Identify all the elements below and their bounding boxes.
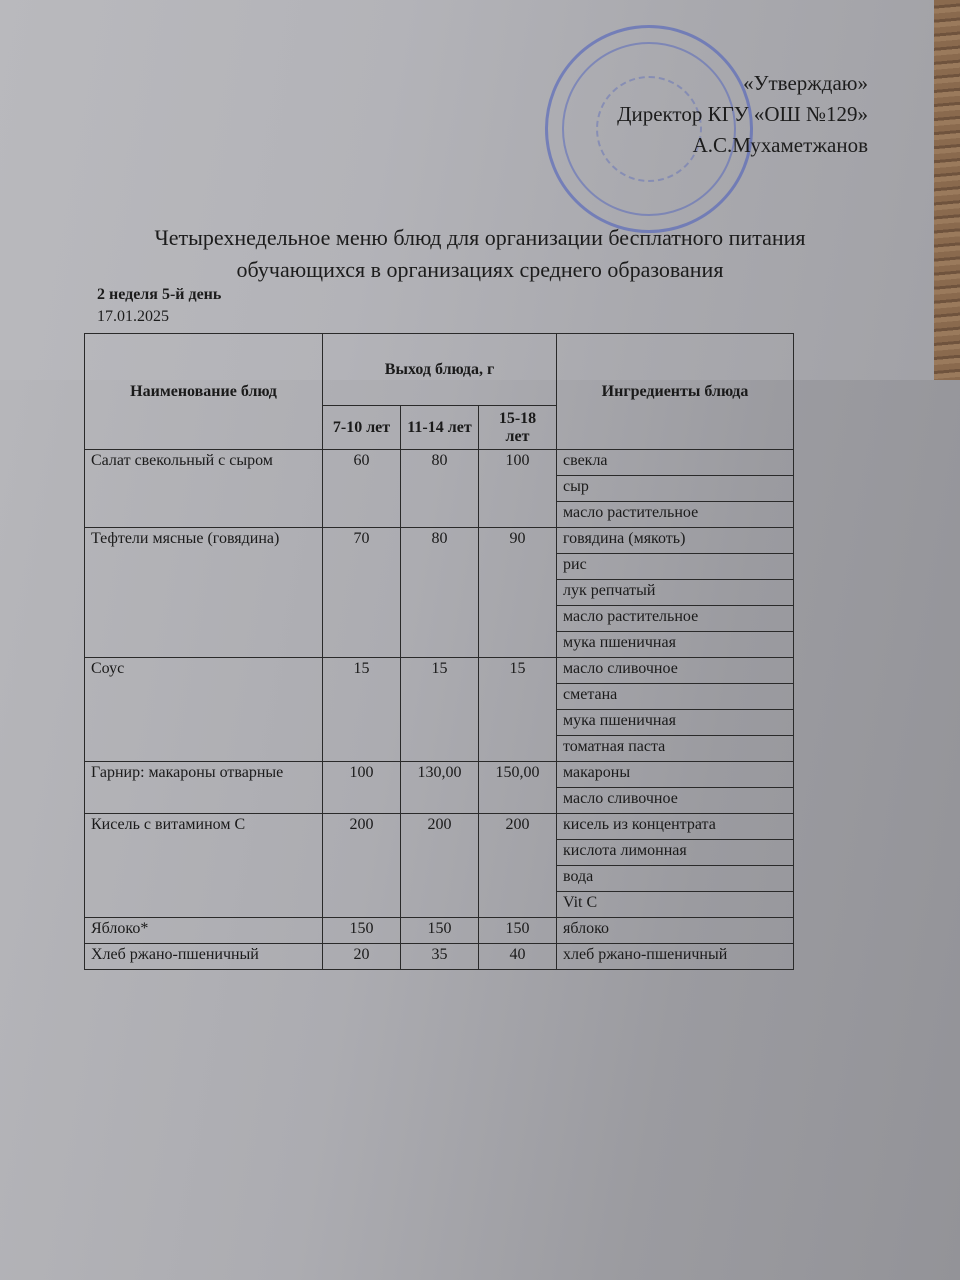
dish-name: Яблоко* [85,918,323,944]
header-dish-name: Наименование блюд [85,334,323,450]
yield-11-14: 15 [401,658,479,762]
yield-15-18: 150,00 [479,762,557,814]
dish-name: Соус [85,658,323,762]
yield-11-14: 130,00 [401,762,479,814]
table-row [85,762,794,788]
yield-15-18: 40 [479,944,557,970]
dish-name: Гарнир: макароны отварные [85,762,323,814]
table-row [85,450,794,476]
table-row [85,918,794,944]
table-row [85,944,794,970]
menu-date: 17.01.2025 [97,308,169,325]
approval-heading: «Утверждаю» [743,71,868,95]
yield-7-10: 200 [323,814,401,918]
approval-signatory: А.С.Мухаметжанов [692,133,868,157]
yield-11-14: 150 [401,918,479,944]
document-title [80,222,880,286]
header-age-15-18: 15-18 лет [479,406,557,450]
title-line-1: Четырехнедельное меню блюд для организации бесплатного питания [154,225,806,250]
yield-15-18: 200 [479,814,557,918]
yield-7-10: 100 [323,762,401,814]
ingredient: томатная паста [557,736,794,762]
ingredient: говядина (мякоть) [557,528,794,554]
yield-11-14: 35 [401,944,479,970]
ingredient: мука пшеничная [557,710,794,736]
yield-15-18: 150 [479,918,557,944]
table-row [85,658,794,684]
header-age-11-14: 11-14 лет [401,406,479,450]
dish-name: Салат свекольный с сыром [85,450,323,528]
ingredient: хлеб ржано-пшеничный [557,944,794,970]
title-line-2: обучающихся в организациях среднего образования [236,257,724,282]
ingredient: масло сливочное [557,658,794,684]
yield-11-14: 80 [401,450,479,528]
week-day-label: 2 неделя 5-й день [97,286,222,303]
ingredient: кисель из концентрата [557,814,794,840]
header-yield: Выход блюда, г [323,334,557,406]
yield-7-10: 20 [323,944,401,970]
table-row [85,814,794,840]
ingredient: свекла [557,450,794,476]
ingredient: рис [557,554,794,580]
ingredient: сыр [557,476,794,502]
ingredient: масло растительное [557,606,794,632]
ingredient: лук репчатый [557,580,794,606]
dish-name: Тефтели мясные (говядина) [85,528,323,658]
ingredient: макароны [557,762,794,788]
ingredient: яблоко [557,918,794,944]
ingredient: масло сливочное [557,788,794,814]
dish-name: Хлеб ржано-пшеничный [85,944,323,970]
menu-table [84,333,794,970]
yield-7-10: 60 [323,450,401,528]
yield-15-18: 100 [479,450,557,528]
yield-15-18: 15 [479,658,557,762]
approval-block [617,68,868,161]
yield-7-10: 150 [323,918,401,944]
yield-15-18: 90 [479,528,557,658]
ingredient: вода [557,866,794,892]
wooden-table-edge [930,0,960,400]
yield-11-14: 200 [401,814,479,918]
approval-position: Директор КГУ «ОШ №129» [617,102,868,126]
yield-7-10: 15 [323,658,401,762]
ingredient: Vit C [557,892,794,918]
dish-name: Кисель с витамином С [85,814,323,918]
ingredient: сметана [557,684,794,710]
menu-meta [97,284,221,328]
ingredient: масло растительное [557,502,794,528]
yield-7-10: 70 [323,528,401,658]
ingredient: мука пшеничная [557,632,794,658]
yield-11-14: 80 [401,528,479,658]
table-row [85,528,794,554]
ingredient: кислота лимонная [557,840,794,866]
header-age-7-10: 7-10 лет [323,406,401,450]
header-ingredients: Ингредиенты блюда [557,334,794,450]
